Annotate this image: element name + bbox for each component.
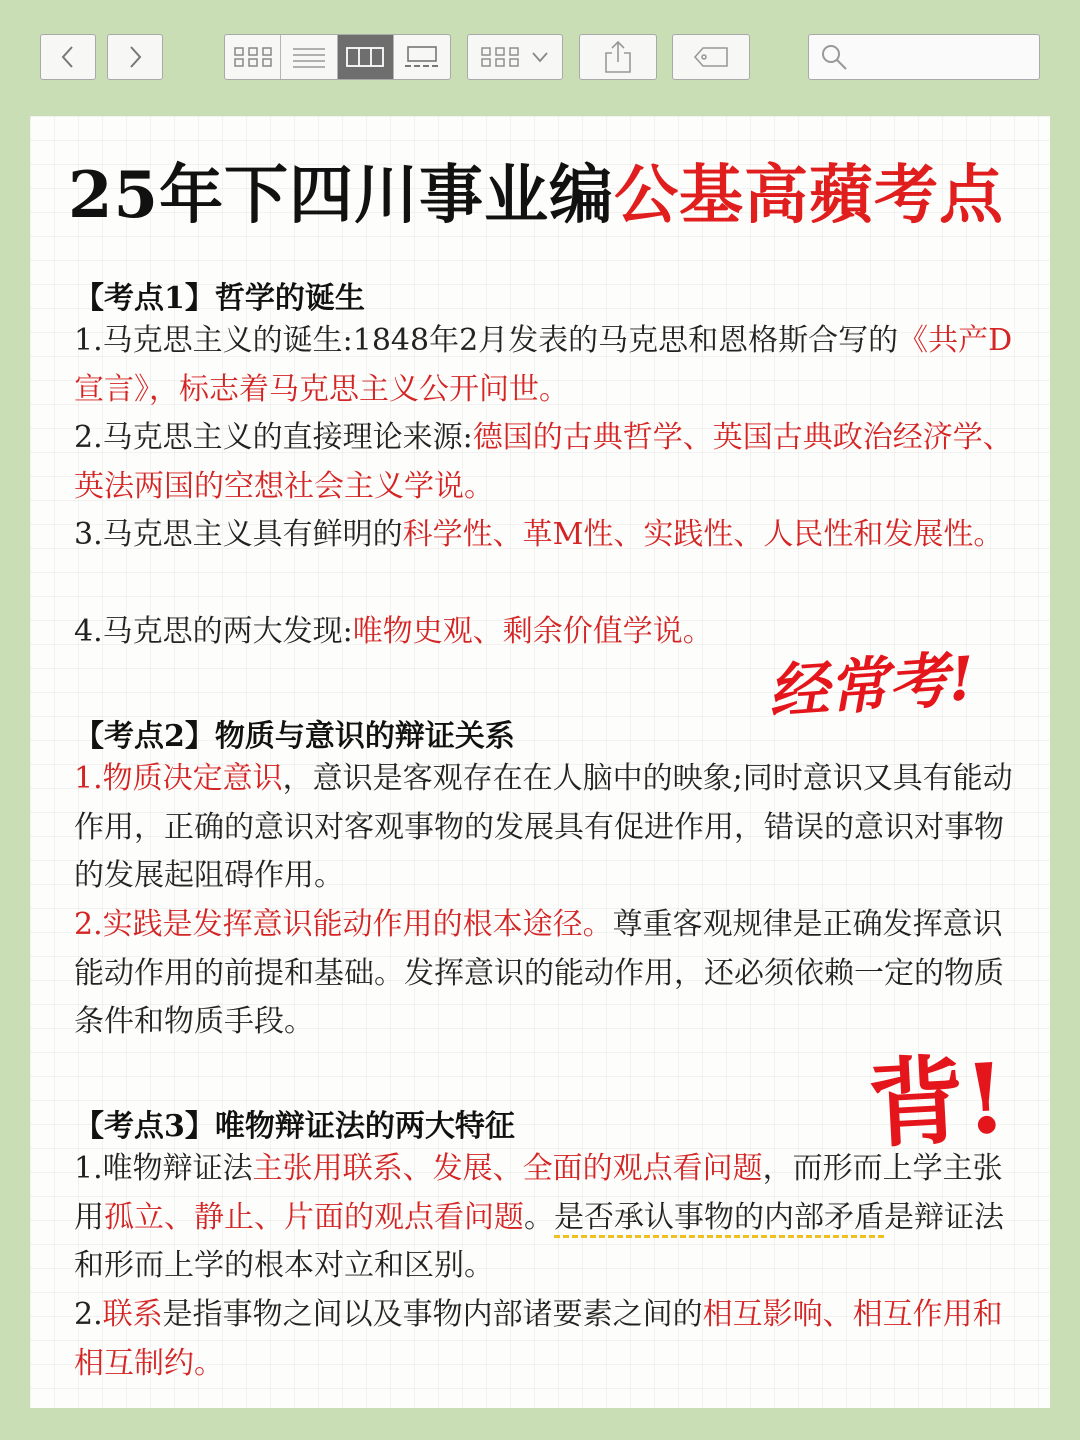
gallery-icon: [403, 45, 441, 69]
search-icon: [819, 42, 849, 72]
icon-grid-icon: [233, 45, 273, 69]
text: ，而形而上学主张用: [74, 1151, 1003, 1235]
forward-button[interactable]: [107, 34, 163, 80]
section-1-item-1: [74, 317, 1014, 414]
list-icon: [292, 45, 326, 69]
text: 4.马克思的两大发现:: [74, 614, 353, 649]
share-button[interactable]: [579, 34, 657, 80]
text: 是辩证法和形而上学的根本对立和区别。: [74, 1199, 1004, 1283]
title-red: 公基高蘋考点: [614, 158, 1005, 233]
highlight-text: 德国的古典哲学、英国古典政治经济学、英法两国的空想社会主义学说。: [74, 420, 1013, 504]
group-by-button[interactable]: [467, 34, 563, 80]
text: 2.马克思主义的直接理论来源:: [74, 420, 473, 455]
handwritten-memorize: 背!: [865, 1041, 1010, 1162]
text: 2.: [74, 1297, 103, 1332]
tag-icon: [691, 45, 731, 69]
icon-view-button[interactable]: [225, 35, 281, 79]
note-page: [30, 116, 1050, 1408]
text: 1.马克思主义的诞生:1848年2月发表的马克思和恩格斯合写的: [74, 323, 899, 358]
page-title: [68, 144, 1004, 236]
text: 是指事物之间以及事物内部诸要素之间的: [162, 1297, 703, 1332]
tag-button[interactable]: [672, 34, 750, 80]
chevron-down-icon: [530, 50, 550, 64]
text: 尊重客观规律是正确发挥意识能动作用的前提和基础。发挥意识的能动作用，还必须依赖一定的物质条件和物质手段。: [74, 907, 1004, 1039]
back-button[interactable]: [40, 34, 96, 80]
view-mode-switcher: [224, 34, 451, 80]
search-field[interactable]: [808, 34, 1040, 80]
section-2-heading: 【考点2】物质与意识的辩证关系: [74, 719, 515, 754]
list-view-button[interactable]: [281, 35, 337, 79]
title-black: 25年下四川事业编: [68, 158, 615, 233]
text: 。: [524, 1199, 554, 1235]
section-3-item-1: [74, 1145, 1014, 1291]
section-3-item-2: [74, 1291, 1014, 1388]
window-toolbar: [0, 0, 1080, 116]
section-2-item-2: [74, 901, 1014, 1047]
section-1-item-2: [74, 414, 1014, 511]
text: 1.唯物辩证法: [74, 1151, 253, 1186]
highlight-text: 主张用联系、发展、全面的观点看问题: [252, 1151, 763, 1186]
share-icon: [603, 40, 633, 74]
highlight-text: 唯物史观、剩余价值学说。: [352, 614, 713, 649]
section-1-heading: 【考点1】哲学的诞生: [74, 281, 365, 316]
section-3-heading: 【考点3】唯物辩证法的两大特征: [74, 1109, 515, 1144]
highlight-text: 1.物质决定意识: [74, 761, 283, 796]
chevron-left-icon: [58, 45, 78, 69]
columns-icon: [346, 46, 384, 68]
highlight-text: 相互影响、相互作用和相互制约。: [74, 1297, 1003, 1381]
gallery-view-button[interactable]: [394, 35, 450, 79]
highlight-text: 2.实践是发挥意识能动作用的根本途径。: [74, 907, 613, 942]
section-2-item-1: [74, 755, 1014, 901]
highlight-text: 科学性、革M性、实践性、人民性和发展性。: [402, 517, 1004, 552]
handwritten-often-tested: 经常考!: [766, 643, 977, 729]
highlight-text: 联系: [102, 1297, 163, 1332]
grid-group-icon: [480, 45, 520, 69]
underlined-text: 是否承认事物的内部矛盾: [554, 1199, 884, 1235]
section-1-item-3: [74, 511, 1014, 560]
highlight-text: 《共产D宣言》，标志着马克思主义公开问世。: [74, 323, 1013, 407]
chevron-right-icon: [125, 45, 145, 69]
text: 3.马克思主义具有鲜明的: [74, 517, 403, 552]
text: ，意识是客观存在在人脑中的映象;同时意识又具有能动作用，正确的意识对客观事物的发展具有促进作用，错误的意识对事物的发展起阻碍作用。: [74, 761, 1013, 893]
column-view-button[interactable]: [338, 35, 394, 79]
highlight-text: 孤立、静止、片面的观点看问题: [104, 1199, 524, 1235]
